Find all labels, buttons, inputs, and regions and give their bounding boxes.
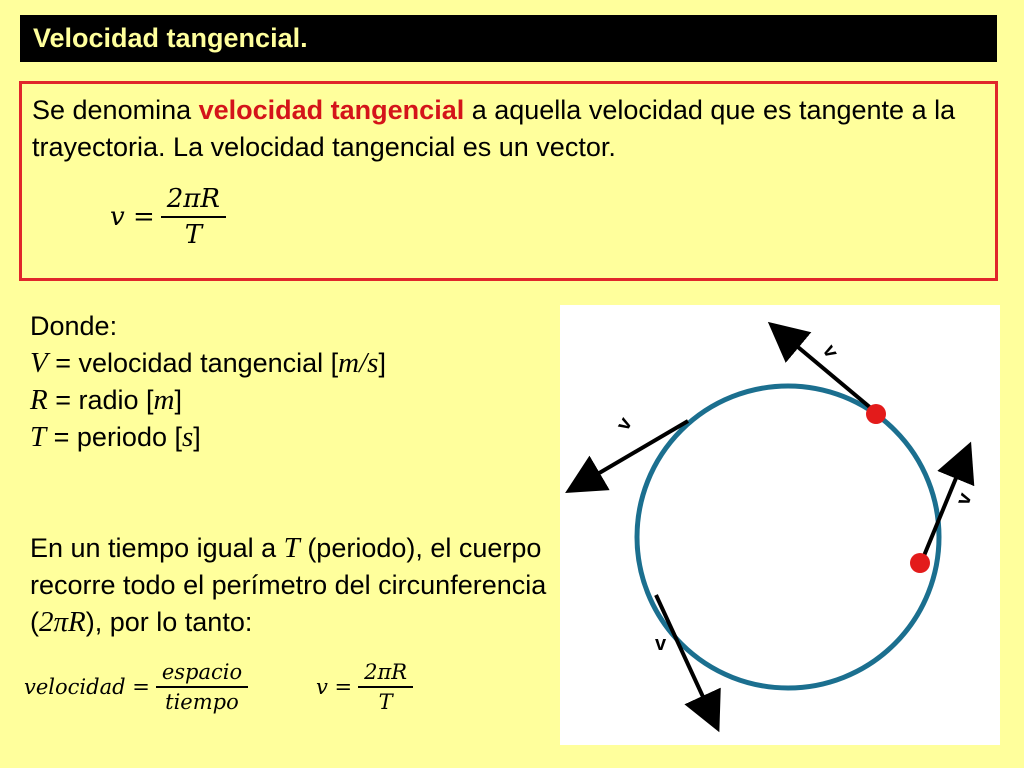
legend-heading: Donde: [30, 311, 118, 341]
body-point-right [910, 553, 930, 573]
legend-symbol: V [30, 347, 48, 379]
legend-unit: s [181, 421, 194, 453]
definition-prefix: Se denomina [32, 95, 199, 125]
body-point-top [866, 404, 886, 424]
vector-label-left: v [612, 413, 637, 435]
definition-formula [110, 184, 226, 250]
velocity-arrow-top [774, 327, 878, 414]
legend-item-velocity [30, 345, 386, 382]
formula-fraction [358, 660, 413, 714]
explanation-symbol: T [283, 532, 300, 564]
formula-numerator: 2πR [161, 184, 226, 218]
legend-symbol: T [30, 421, 47, 453]
legend-item-radius [30, 382, 386, 419]
diagram-svg [560, 305, 1000, 745]
formula-lhs: v = [110, 202, 155, 232]
vector-label-right: v [952, 490, 977, 509]
legend-item-period [30, 419, 386, 456]
velocity-arrow-bottom [656, 595, 716, 725]
formula-lhs: velocidad = [24, 675, 150, 699]
speed-formula [24, 660, 248, 714]
explanation-text: En un tiempo igual a [30, 533, 284, 563]
legend-close: ] [174, 385, 182, 415]
legend [30, 308, 386, 456]
legend-text: = radio [ [47, 385, 154, 415]
formula-denominator: tiempo [165, 690, 239, 714]
formula-fraction [161, 184, 226, 250]
legend-close: ] [193, 422, 201, 452]
vector-label-top: v [817, 341, 843, 362]
slide-title: Velocidad tangencial. [20, 15, 997, 62]
formula-numerator: espacio [156, 660, 248, 688]
formula-denominator: T [378, 690, 393, 714]
velocity-formula [316, 660, 413, 714]
definition-suffix: a aquella velocidad que es tangente a la trayectoria. La velocidad tangencial es un vector. [32, 95, 956, 162]
definition-text [32, 92, 982, 166]
trajectory-circle [637, 386, 939, 688]
definition-highlight: velocidad tangencial [198, 95, 465, 125]
legend-close: ] [378, 348, 386, 378]
legend-unit: m [153, 384, 175, 416]
explanation-paragraph [30, 530, 550, 641]
formula-numerator: 2πR [358, 660, 413, 688]
circular-motion-diagram [560, 305, 1000, 745]
formula-lhs: v = [316, 675, 353, 699]
legend-text: = velocidad tangencial [ [47, 348, 339, 378]
formula-fraction [156, 660, 248, 714]
legend-text: = periodo [ [46, 422, 182, 452]
explanation-text: (periodo), el cuerpo recorre todo el perímetro del circunferencia ( [30, 533, 547, 637]
explanation-symbol: 2πR [39, 606, 86, 638]
definition-box [19, 81, 998, 281]
legend-unit: m/s [338, 347, 379, 379]
legend-symbol: R [30, 384, 48, 416]
vector-label-bottom: v [655, 633, 667, 655]
velocity-arrow-right [921, 449, 968, 563]
explanation-text: ), por lo tanto: [85, 607, 253, 637]
formula-denominator: T [184, 220, 203, 250]
